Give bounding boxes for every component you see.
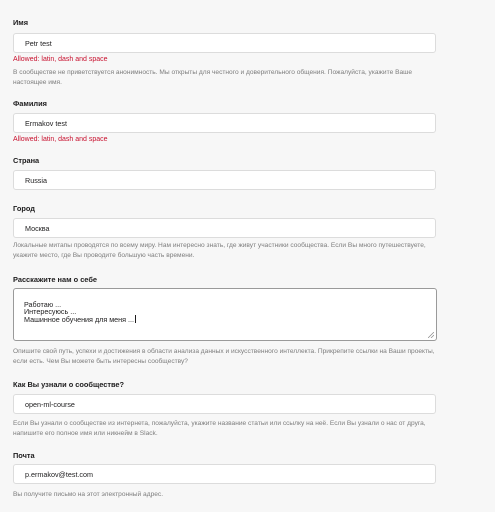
city-label: Город [13, 204, 35, 213]
email-help: Вы получите письмо на этот электронный адрес. [13, 491, 164, 498]
first-name-error: Allowed: latin, dash and space [13, 56, 108, 63]
first-name-label: Имя [13, 18, 29, 27]
source-help: Если Вы узнали о сообществе из интернета, пожалуйста, укажите название статьи или ссылку на неё. Если Вы узнали о нас от друга, напишите его полное имя или никнейм в Slack. [13, 420, 426, 437]
first-name-value: Petr test [25, 39, 52, 48]
first-name-help: В сообществе не приветствуется анонимность. Мы открыты для честного и доверительного общения. Пожалуйста, укажите Ваше настоящее имя. [13, 69, 413, 86]
about-line-3: Машинное обучения для меня ... [24, 315, 135, 324]
about-label: Расскажите нам о себе [13, 275, 97, 284]
source-field[interactable] [13, 394, 436, 414]
city-help: Локальные митапы проводятся по всему миру. Нам интересно знать, где живут участники сообщества. Если Вы много путешествуете, укажите место, где Вы проводите большую часть времени. [13, 242, 426, 259]
first-name-field[interactable] [13, 33, 436, 53]
country-field[interactable] [13, 170, 436, 190]
about-line-2: Интересуюсь ... [24, 307, 77, 316]
last-name-value: Ermakov test [25, 119, 67, 128]
country-label: Страна [13, 156, 40, 165]
last-name-field[interactable] [13, 113, 436, 133]
city-value: Москва [25, 224, 50, 233]
last-name-error: Allowed: latin, dash and space [13, 136, 108, 143]
last-name-label: Фамилия [13, 99, 47, 108]
resize-grip-icon[interactable] [428, 332, 434, 338]
about-help: Опишите свой путь, успехи и достижения в области анализа данных и искусственного интеллекта. Прикрепите ссылки на Ваши проекты, если есть. Чем Вы можете быть интересны сообществу? [13, 348, 435, 365]
country-value: Russia [25, 176, 47, 185]
text-caret [135, 315, 136, 323]
email-field[interactable] [13, 464, 436, 484]
about-line-1: Работаю ... [24, 300, 62, 309]
source-label: Как Вы узнали о сообществе? [13, 380, 125, 389]
source-value: open-ml-course [25, 400, 75, 409]
city-field[interactable] [13, 218, 436, 238]
email-value: p.ermakov@test.com [25, 470, 94, 479]
email-label: Почта [13, 451, 35, 460]
about-textarea[interactable] [13, 288, 437, 341]
